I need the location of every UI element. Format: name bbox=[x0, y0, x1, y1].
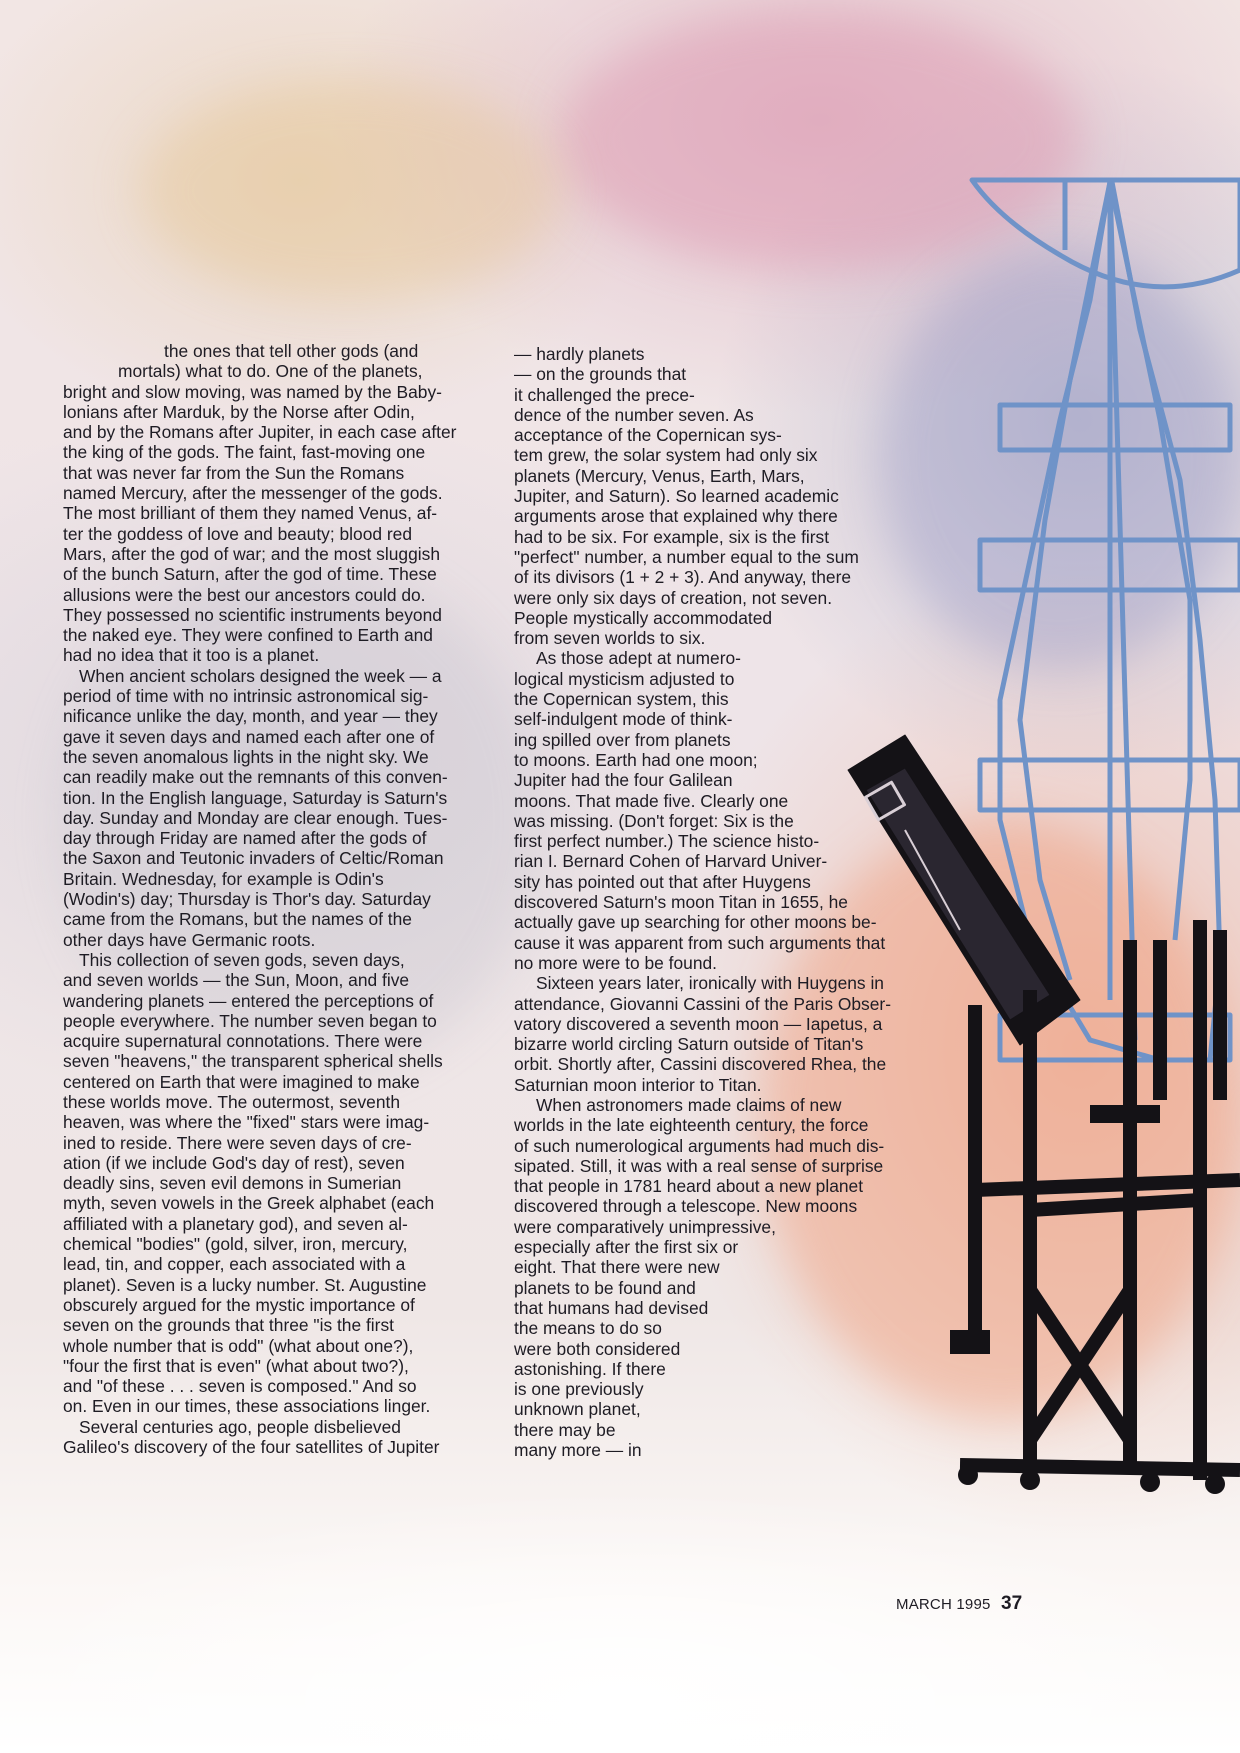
text-line: allusions were the best our ancestors could do. bbox=[63, 584, 426, 605]
text-line: logical mysticism adjusted to bbox=[514, 668, 735, 689]
text-line: self-indulgent mode of think- bbox=[514, 709, 733, 730]
text-line: were both considered bbox=[514, 1338, 681, 1359]
text-line: dence of the number seven. As bbox=[514, 404, 754, 425]
text-line: ation (if we include God's day of rest), seven bbox=[63, 1152, 405, 1173]
text-line: vatory discovered a seventh moon — Iapetus, a bbox=[514, 1013, 883, 1034]
text-line: When astronomers made claims of new bbox=[536, 1094, 842, 1115]
text-line: discovered Saturn's moon Titan in 1655, he bbox=[514, 892, 848, 913]
text-line: affiliated with a planetary god), and seven al- bbox=[63, 1213, 408, 1234]
text-line: that humans had devised bbox=[514, 1297, 709, 1318]
text-line: People mystically accommodated bbox=[514, 607, 773, 628]
text-line: sipated. Still, it was with a real sense of surprise bbox=[514, 1155, 884, 1176]
text-line: day through Friday are named after the gods of bbox=[63, 828, 427, 849]
text-line: They possessed no scientific instruments beyond bbox=[63, 604, 442, 625]
text-line: acceptance of the Copernican sys- bbox=[514, 425, 782, 446]
text-line: mortals) what to do. One of the planets, bbox=[118, 361, 423, 382]
text-line: "perfect" number, a number equal to the sum bbox=[514, 546, 859, 567]
text-line: moons. That made five. Clearly one bbox=[514, 790, 789, 811]
telescope-mount-details bbox=[950, 1105, 1225, 1494]
text-line: acquire supernatural connotations. There were bbox=[63, 1031, 423, 1052]
text-line: astonishing. If there bbox=[514, 1358, 666, 1379]
text-line: from seven worlds to six. bbox=[514, 628, 706, 649]
text-line: and seven worlds — the Sun, Moon, and five bbox=[63, 970, 410, 991]
text-line: bright and slow moving, was named by the Baby- bbox=[63, 381, 442, 402]
text-line: the means to do so bbox=[514, 1318, 662, 1339]
text-line: seven "heavens," the transparent spherical shells bbox=[63, 1051, 443, 1072]
text-line: planets (Mercury, Venus, Earth, Mars, bbox=[514, 465, 805, 486]
text-line: the Copernican system, this bbox=[514, 689, 729, 710]
text-line: gave it seven days and named each after one of bbox=[63, 726, 435, 747]
text-line: ined to reside. There were seven days of cre- bbox=[63, 1132, 412, 1153]
text-line: had no idea that it too is a planet. bbox=[63, 645, 320, 666]
text-line: sity has pointed out that after Huygens bbox=[514, 871, 811, 892]
text-line: period of time with no intrinsic astronomical sig- bbox=[63, 686, 429, 707]
text-line: lonians after Marduk, by the Norse after Odin, bbox=[63, 401, 415, 422]
text-line: Jupiter, and Saturn). So learned academic bbox=[514, 486, 839, 507]
text-line: ter the goddess of love and beauty; blood red bbox=[63, 523, 413, 544]
text-line: and "of these . . . seven is composed." And so bbox=[63, 1376, 417, 1397]
text-line: can readily make out the remnants of this conven- bbox=[63, 767, 448, 788]
text-line: As those adept at numero- bbox=[536, 648, 741, 669]
text-line: of such numerological arguments had much dis- bbox=[514, 1135, 885, 1156]
text-line: planet). Seven is a lucky number. St. Augustine bbox=[63, 1274, 427, 1295]
text-line: Saturnian moon interior to Titan. bbox=[514, 1074, 762, 1095]
text-line: these worlds move. The outermost, seventh bbox=[63, 1091, 401, 1112]
text-line: named Mercury, after the messenger of the gods. bbox=[63, 483, 443, 504]
text-line: the ones that tell other gods (and bbox=[164, 341, 419, 361]
text-line: wandering planets — entered the perceptions of bbox=[63, 990, 434, 1011]
text-line: tem grew, the solar system had only six bbox=[514, 445, 818, 466]
text-line: other days have Germanic roots. bbox=[63, 929, 316, 950]
text-line: planets to be found and bbox=[514, 1277, 696, 1298]
text-line: were comparatively unimpressive, bbox=[514, 1216, 776, 1237]
text-line: of the bunch Saturn, after the god of time. These bbox=[63, 564, 437, 585]
text-line: seven on the grounds that three "is the first bbox=[63, 1315, 394, 1336]
text-line: on. Even in our times, these associations linger. bbox=[63, 1396, 431, 1417]
text-line: rian I. Bernard Cohen of Harvard Univer- bbox=[514, 851, 828, 872]
text-line: discovered through a telescope. New moons bbox=[514, 1196, 858, 1217]
meridian-frame bbox=[1020, 182, 1110, 980]
text-line: cause it was apparent from such arguments that bbox=[514, 932, 886, 953]
text-line: was missing. (Don't forget: Six is the bbox=[514, 810, 794, 831]
text-line: Galileo's discovery of the four satellites of Jupiter bbox=[63, 1437, 440, 1458]
text-line: that people in 1781 heard about a new planet bbox=[514, 1176, 864, 1197]
text-line: When ancient scholars designed the week — a bbox=[79, 665, 442, 686]
text-line: obscurely argued for the mystic importance of bbox=[63, 1294, 415, 1315]
text-line: — on the grounds that bbox=[514, 364, 687, 385]
text-line: no more were to be found. bbox=[514, 952, 718, 973]
text-line: chemical "bodies" (gold, silver, iron, mercury, bbox=[63, 1234, 408, 1255]
text-line: that was never far from the Sun the Romans bbox=[63, 462, 405, 483]
text-line: ing spilled over from planets bbox=[514, 729, 731, 750]
text-line: nificance unlike the day, month, and year — they bbox=[63, 706, 438, 727]
text-line: This collection of seven gods, seven days, bbox=[79, 949, 405, 970]
meridian-frame bbox=[1110, 182, 1135, 1040]
page-footer bbox=[896, 1593, 1022, 1615]
text-line: lead, tin, and copper, each associated with a bbox=[63, 1254, 406, 1275]
text-line: centered on Earth that were imagined to make bbox=[63, 1071, 420, 1092]
text-line: Several centuries ago, people disbelieved bbox=[79, 1416, 401, 1437]
text-line: of its divisors (1 + 2 + 3). And anyway, there bbox=[514, 567, 852, 588]
text-line: and by the Romans after Jupiter, in each case after bbox=[63, 422, 457, 443]
text-line: first perfect number.) The science histo- bbox=[514, 831, 820, 852]
text-line: it challenged the prece- bbox=[514, 384, 695, 405]
text-line: (Wodin's) day; Thursday is Thor's day. Saturday bbox=[63, 889, 431, 910]
text-line: especially after the first six or bbox=[514, 1237, 739, 1258]
text-line: whole number that is odd" (what about one?), bbox=[63, 1335, 414, 1356]
text-line: the seven anomalous lights in the night sky. We bbox=[63, 746, 429, 767]
issue-date: MARCH 1995 bbox=[896, 1596, 991, 1613]
text-line: myth, seven vowels in the Greek alphabet (each bbox=[63, 1193, 435, 1214]
text-line: the king of the gods. The faint, fast-moving one bbox=[63, 442, 426, 463]
text-line: attendance, Giovanni Cassini of the Paris Obser- bbox=[514, 993, 891, 1014]
text-line: deadly sins, seven evil demons in Sumerian bbox=[63, 1173, 402, 1194]
text-line: came from the Romans, but the names of the bbox=[63, 909, 412, 930]
text-line: Mars, after the god of war; and the most sluggish bbox=[63, 543, 440, 564]
page-number: 37 bbox=[1001, 1593, 1023, 1614]
text-line: the Saxon and Teutonic invaders of Celtic/Roman bbox=[63, 848, 444, 869]
text-line: to moons. Earth had one moon; bbox=[514, 749, 758, 770]
text-line: the naked eye. They were confined to Earth and bbox=[63, 625, 433, 646]
text-line: orbit. Shortly after, Cassini discovered Rhea, the bbox=[514, 1054, 887, 1075]
text-line: The most brilliant of them they named Venus, af- bbox=[63, 503, 438, 524]
text-line: Sixteen years later, ironically with Huygens in bbox=[536, 973, 884, 994]
text-line: were only six days of creation, not seven. bbox=[514, 587, 833, 608]
text-line: bizarre world circling Saturn outside of Titan's bbox=[514, 1034, 864, 1055]
text-line: unknown planet, bbox=[514, 1399, 641, 1420]
right-column bbox=[514, 344, 891, 1460]
text-line: "four the first that is even" (what about two?), bbox=[63, 1355, 409, 1376]
text-line: Britain. Wednesday, for example is Odin's bbox=[63, 868, 384, 889]
text-line: tion. In the English language, Saturday is Saturn's bbox=[63, 787, 448, 808]
text-line: had to be six. For example, six is the first bbox=[514, 526, 830, 547]
text-line: heaven, was where the "fixed" stars were imag- bbox=[63, 1112, 430, 1133]
text-line: people everywhere. The number seven began to bbox=[63, 1010, 437, 1031]
text-line: — hardly planets bbox=[514, 344, 645, 364]
text-line: worlds in the late eighteenth century, the force bbox=[514, 1115, 869, 1136]
text-line: is one previously bbox=[514, 1379, 644, 1400]
text-line: actually gave up searching for other moons be- bbox=[514, 912, 877, 933]
text-line: arguments arose that explained why there bbox=[514, 506, 838, 527]
text-line: Jupiter had the four Galilean bbox=[514, 770, 733, 791]
text-line: eight. That there were new bbox=[514, 1257, 720, 1278]
left-column bbox=[63, 341, 456, 1457]
text-line: many more — in bbox=[514, 1440, 642, 1461]
text-line: there may be bbox=[514, 1419, 616, 1440]
text-line: day. Sunday and Monday are clear enough. Tues- bbox=[63, 807, 448, 828]
